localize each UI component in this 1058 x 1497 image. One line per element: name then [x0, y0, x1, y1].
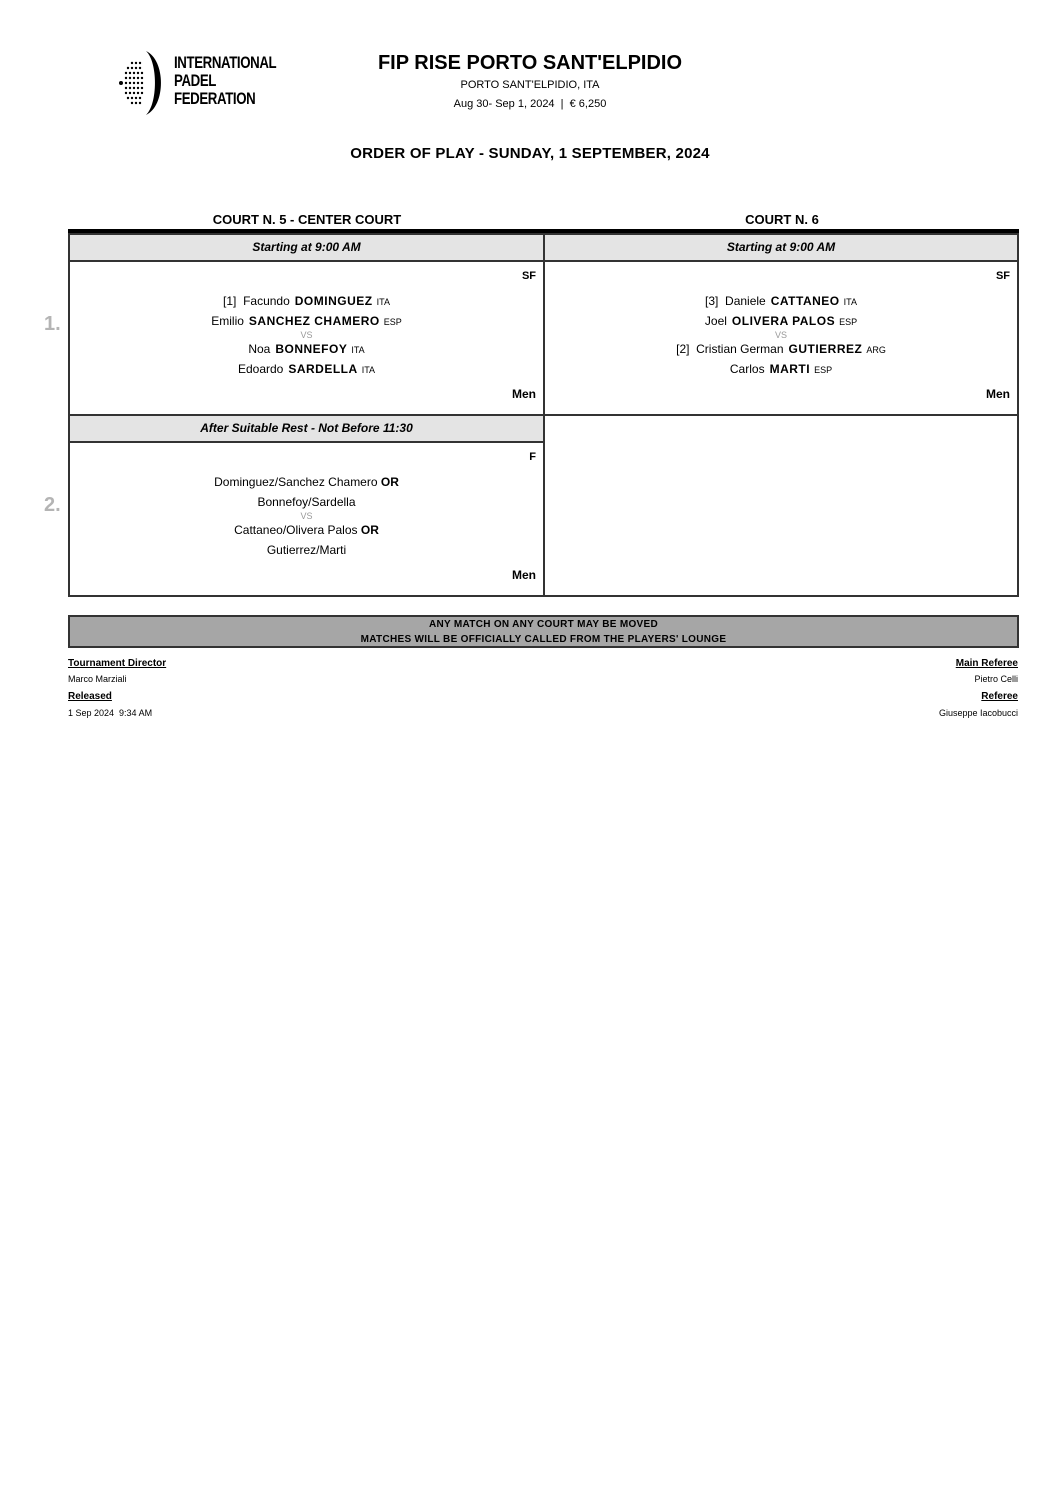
- last-name: BONNEFOY: [275, 342, 348, 356]
- category-label: Men: [512, 387, 536, 401]
- main-referee-name: Pietro Celli: [974, 674, 1018, 684]
- referee-name: Giuseppe Iacobucci: [938, 708, 1018, 718]
- round-label: SF: [995, 270, 1010, 282]
- logo-dot: [127, 67, 129, 69]
- logo-dot: [139, 62, 141, 64]
- last-name: MARTI: [769, 362, 811, 376]
- start-time-band: Starting at 9:00 AM: [543, 233, 1019, 262]
- logo-dot: [137, 82, 139, 84]
- logo-dot: [125, 82, 127, 84]
- vs-label: VS: [300, 330, 313, 340]
- team-name: Cattaneo/Olivera Palos: [234, 523, 358, 537]
- logo-dot: [133, 77, 135, 79]
- start-time-band: Starting at 9:00 AM: [68, 233, 545, 262]
- logo-dot: [139, 102, 141, 104]
- logo-line-3: FEDERATION: [174, 89, 256, 108]
- logo-dot: [133, 92, 135, 94]
- last-name: SARDELLA: [288, 362, 358, 376]
- logo-dot: [129, 87, 131, 89]
- nationality: ITA: [376, 297, 390, 307]
- first-name: Facundo: [243, 294, 290, 308]
- logo-dot: [131, 67, 133, 69]
- or-label: OR: [380, 475, 399, 489]
- first-name: Carlos: [729, 362, 765, 376]
- logo-dot: [141, 92, 143, 94]
- logo-dot: [135, 62, 137, 64]
- logo-dot: [141, 72, 143, 74]
- logo-dot: [125, 77, 127, 79]
- logo-text: [174, 54, 276, 108]
- court-header-5: COURT N. 5 - CENTER COURT: [212, 212, 402, 227]
- team-line: [70, 472, 543, 492]
- nationality: ESP: [839, 317, 858, 327]
- team-line: [70, 492, 543, 512]
- order-of-play-grid: [68, 229, 1019, 597]
- logo-dot: [125, 72, 127, 74]
- seed: [2]: [676, 342, 690, 356]
- nationality: ESP: [383, 317, 402, 327]
- logo-dot: [129, 82, 131, 84]
- logo-dot: [135, 97, 137, 99]
- last-name: SANCHEZ CHAMERO: [248, 314, 380, 328]
- logo-dot: [141, 87, 143, 89]
- notice-line-1: ANY MATCH ON ANY COURT MAY BE MOVED: [428, 619, 659, 630]
- player-line: [70, 359, 543, 379]
- first-name: Daniele: [725, 294, 766, 308]
- match-players: [70, 291, 543, 379]
- logo-dot: [139, 97, 141, 99]
- match-players: [545, 291, 1017, 379]
- notice-line-2: MATCHES WILL BE OFFICIALLY CALLED FROM THE PLAYERS' LOUNGE: [360, 634, 727, 645]
- player-line: [70, 311, 543, 331]
- or-label: OR: [360, 523, 379, 537]
- logo-line-1: INTERNATIONAL: [174, 53, 277, 72]
- team-line: [70, 540, 543, 560]
- player-line: [545, 291, 1017, 311]
- seed: [1]: [223, 294, 237, 308]
- logo-dot: [135, 67, 137, 69]
- ipf-logo: [118, 48, 288, 118]
- first-name: Noa: [248, 342, 271, 356]
- match-cell[interactable]: [68, 441, 545, 597]
- player-line: [545, 311, 1017, 331]
- player-line: [70, 339, 543, 359]
- first-name: Joel: [704, 314, 727, 328]
- row-number-1: 1.: [44, 313, 61, 335]
- tournament-header: [330, 52, 730, 111]
- logo-dot: [131, 62, 133, 64]
- nationality: ITA: [361, 365, 376, 375]
- court-header-6: COURT N. 6: [745, 212, 819, 227]
- logo-dot: [129, 92, 131, 94]
- logo-dot: [137, 92, 139, 94]
- match-cell[interactable]: [68, 260, 545, 416]
- tournament-location: PORTO SANT'ELPIDIO, ITA: [460, 79, 600, 91]
- released-label: Released: [68, 691, 112, 702]
- nationality: ARG: [866, 345, 886, 355]
- nationality: ITA: [351, 345, 365, 355]
- logo-dot: [127, 97, 129, 99]
- released-datetime: 1 Sep 2024 9:34 AM: [68, 708, 153, 718]
- referee-label: Referee: [981, 691, 1018, 702]
- logo-dot: [131, 97, 133, 99]
- start-time-band: After Suitable Rest - Not Before 11:30: [68, 414, 545, 443]
- padel-ball-icon: [118, 48, 170, 118]
- tournament-dates-prize: Aug 30- Sep 1, 2024 | € 6,250: [453, 98, 607, 110]
- nationality: ESP: [814, 365, 833, 375]
- logo-dot: [125, 92, 127, 94]
- logo-dot: [133, 87, 135, 89]
- logo-dot: [125, 87, 127, 89]
- vs-label: VS: [300, 511, 313, 521]
- logo-dot: [129, 72, 131, 74]
- team-line: [70, 520, 543, 540]
- notice-banner: [68, 615, 1019, 648]
- player-line: [545, 359, 1017, 379]
- team-name: Bonnefoy/Sardella: [257, 495, 356, 509]
- logo-dot: [131, 102, 133, 104]
- category-label: Men: [986, 387, 1010, 401]
- logo-dot: [137, 77, 139, 79]
- order-of-play-heading: ORDER OF PLAY - SUNDAY, 1 SEPTEMBER, 2024: [350, 145, 710, 162]
- last-name: OLIVERA PALOS: [731, 314, 836, 328]
- logo-dot: [137, 87, 139, 89]
- team-name: Dominguez/Sanchez Chamero: [214, 475, 378, 489]
- player-line: [545, 339, 1017, 359]
- last-name: DOMINGUEZ: [294, 294, 373, 308]
- match-players: [70, 472, 543, 560]
- category-label: Men: [512, 568, 536, 582]
- vs-label: VS: [774, 330, 787, 340]
- tournament-director-label: Tournament Director: [68, 658, 167, 669]
- empty-match-cell: [543, 414, 1019, 597]
- logo-dot: [141, 77, 143, 79]
- last-name: GUTIERREZ: [788, 342, 863, 356]
- logo-dot: [135, 102, 137, 104]
- first-name: Emilio: [211, 314, 244, 328]
- last-name: CATTANEO: [770, 294, 840, 308]
- match-cell[interactable]: [543, 260, 1019, 416]
- logo-dot: [129, 77, 131, 79]
- first-name: Cristian German: [696, 342, 784, 356]
- team-name: Gutierrez/Marti: [266, 543, 347, 557]
- tournament-director-name: Marco Marziali: [68, 674, 127, 684]
- logo-dot: [133, 72, 135, 74]
- first-name: Edoardo: [237, 362, 284, 376]
- logo-dot: [137, 72, 139, 74]
- nationality: ITA: [843, 297, 857, 307]
- tournament-title: FIP RISE PORTO SANT'ELPIDIO: [377, 52, 683, 74]
- round-label: F: [529, 451, 536, 463]
- row-number-2: 2.: [44, 494, 61, 516]
- main-referee-label: Main Referee: [955, 658, 1018, 669]
- round-label: SF: [521, 270, 536, 282]
- seed: [3]: [705, 294, 719, 308]
- logo-dot: [139, 67, 141, 69]
- logo-dot: [141, 82, 143, 84]
- logo-line-2: PADEL: [174, 71, 217, 90]
- player-line: [70, 291, 543, 311]
- logo-dot: [133, 82, 135, 84]
